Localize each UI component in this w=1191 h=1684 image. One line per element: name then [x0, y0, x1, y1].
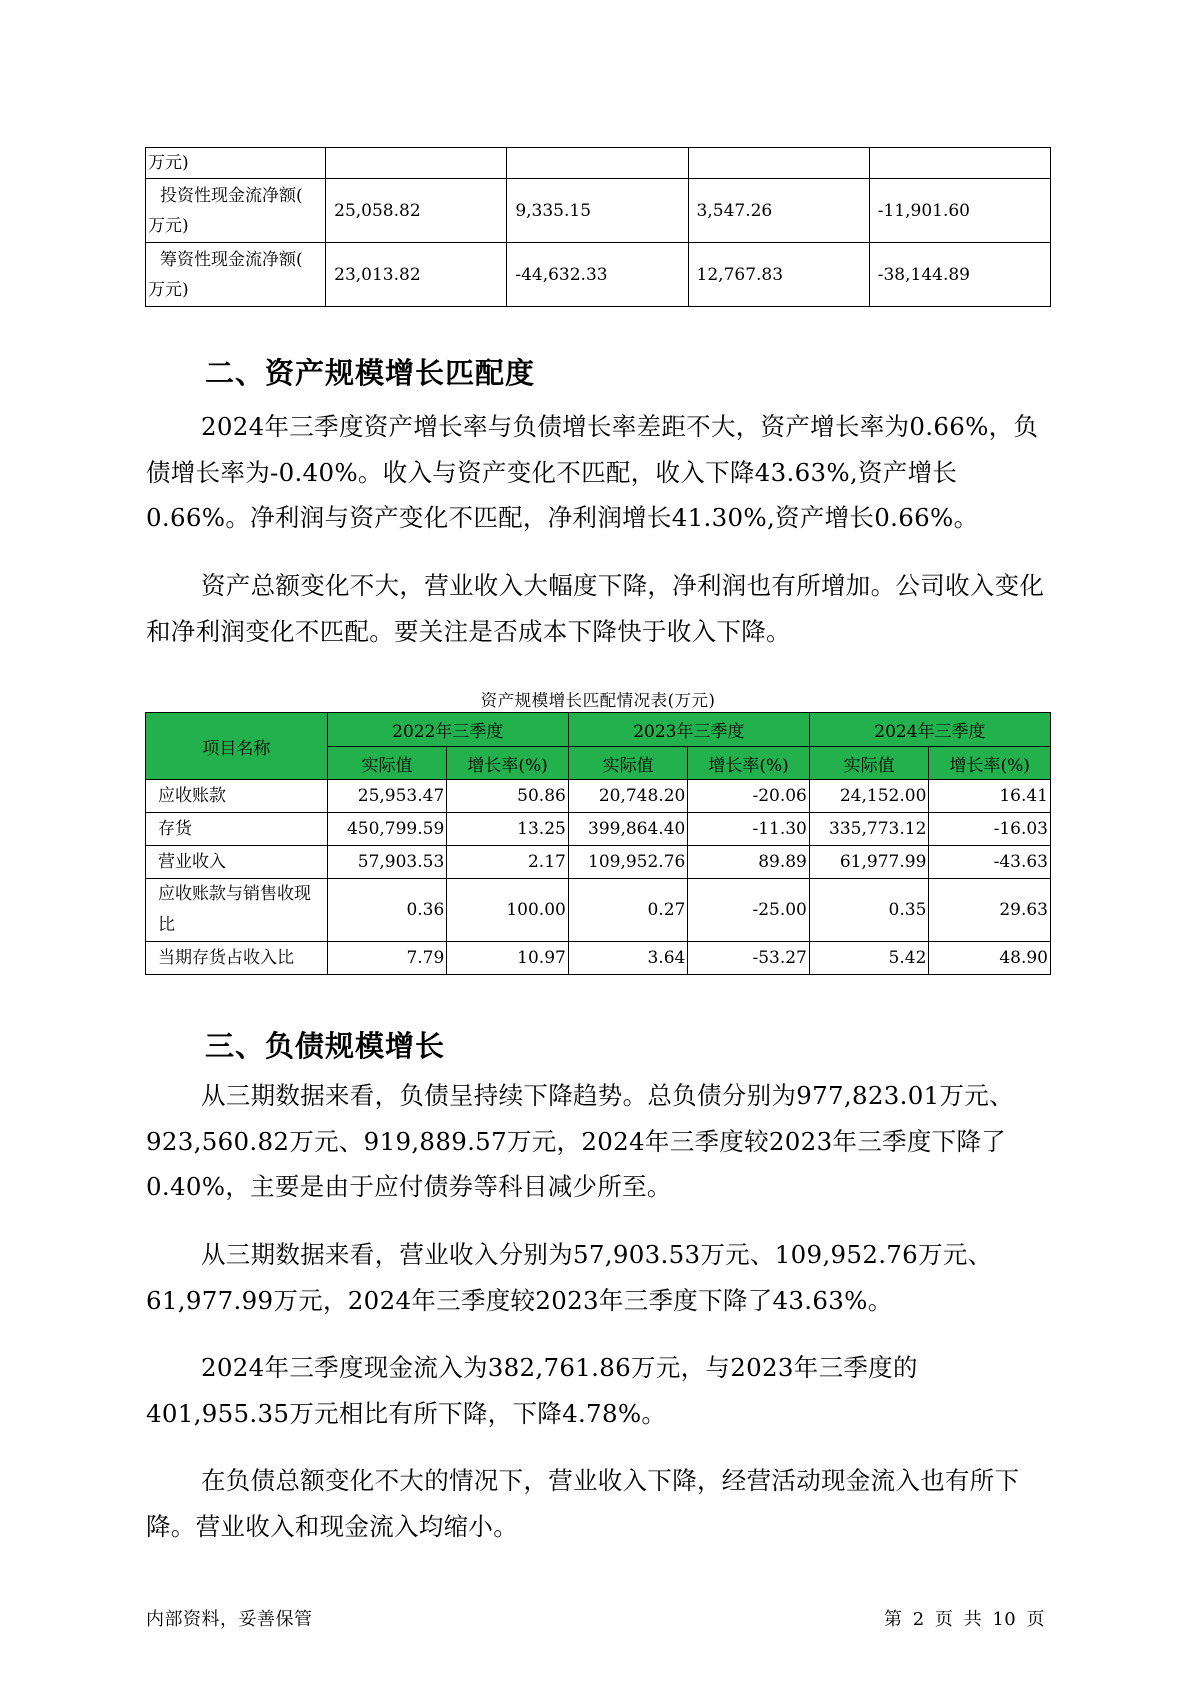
cell: 25,058.82	[326, 179, 507, 243]
cell: -16.03	[929, 813, 1051, 846]
table-row	[146, 179, 1051, 243]
paragraph: 从三期数据来看，负债呈持续下降趋势。总负债分别为977,823.01万元、923,560.82万元、919,889.57万元，2024年三季度较2023年三季度下降了0.40%，主要是由于应付债券等科目减少所至。	[146, 1081, 1014, 1201]
cell: -11.30	[688, 813, 810, 846]
row-label: 万元)	[146, 148, 326, 179]
section-heading: 二、资产规模增长匹配度	[205, 356, 536, 390]
header-actual: 实际值	[568, 747, 688, 780]
cell: 335,773.12	[809, 813, 929, 846]
row-name: 当期存货占收入比	[146, 942, 328, 975]
cell: 0.35	[809, 879, 929, 942]
cell: 0.27	[568, 879, 688, 942]
asset-growth-table	[145, 712, 1051, 975]
cell: -44,632.33	[507, 243, 688, 307]
footer-page-number: 第 2 页 共 10 页	[884, 1609, 1045, 1630]
cell: 16.41	[929, 780, 1051, 813]
cell	[688, 148, 869, 179]
row-name: 存货	[146, 813, 328, 846]
row-label: 投资性现金流净额( 万元)	[146, 179, 326, 243]
row-name: 营业收入	[146, 846, 328, 879]
cell: -20.06	[688, 780, 810, 813]
header-period: 2023年三季度	[568, 713, 809, 747]
cell: 29.63	[929, 879, 1051, 942]
header-growth: 增长率(%)	[447, 747, 569, 780]
cell: 20,748.20	[568, 780, 688, 813]
section-heading: 三、负债规模增长	[205, 1029, 446, 1063]
cell: -53.27	[688, 942, 810, 975]
cell: 2.17	[447, 846, 569, 879]
cell: 50.86	[447, 780, 569, 813]
table-row	[146, 879, 1051, 942]
cell: 3,547.26	[688, 179, 869, 243]
row-label: 筹资性现金流净额( 万元)	[146, 243, 326, 307]
cell: 57,903.53	[327, 846, 447, 879]
cell: -11,901.60	[869, 179, 1050, 243]
cell: 12,767.83	[688, 243, 869, 307]
header-period: 2022年三季度	[327, 713, 568, 747]
header-period: 2024年三季度	[809, 713, 1050, 747]
cell: 109,952.76	[568, 846, 688, 879]
header-actual: 实际值	[809, 747, 929, 780]
cell: 61,977.99	[809, 846, 929, 879]
cell: 5.42	[809, 942, 929, 975]
paragraph: 2024年三季度现金流入为382,761.86万元，与2023年三季度的401,955.35万元相比有所下降，下降4.78%。	[146, 1353, 918, 1428]
paragraph: 资产总额变化不大，营业收入大幅度下降，净利润也有所增加。公司收入变化和净利润变化不匹配。要关注是否成本下降快于收入下降。	[146, 571, 1045, 646]
table-row	[146, 780, 1051, 813]
header-growth: 增长率(%)	[929, 747, 1051, 780]
cell: 450,799.59	[327, 813, 447, 846]
cell: 23,013.82	[326, 243, 507, 307]
paragraph: 在负债总额变化不大的情况下，营业收入下降，经营活动现金流入也有所下降。营业收入和现金流入均缩小。	[146, 1466, 1020, 1541]
cell: 25,953.47	[327, 780, 447, 813]
table-row	[146, 846, 1051, 879]
table-row	[146, 148, 1051, 179]
cell: 7.79	[327, 942, 447, 975]
cell	[869, 148, 1050, 179]
header-growth: 增长率(%)	[688, 747, 810, 780]
cell: 0.36	[327, 879, 447, 942]
table-row	[146, 243, 1051, 307]
table-row	[146, 813, 1051, 846]
paragraph: 2024年三季度资产增长率与负债增长率差距不大，资产增长率为0.66%，负债增长率为-0.40%。收入与资产变化不匹配，收入下降43.63%,资产增长0.66%。净利润与资产变化不匹配，净利润增长41.30%,资产增长0.66%。	[146, 412, 1039, 532]
cell: 13.25	[447, 813, 569, 846]
cell	[326, 148, 507, 179]
table-caption: 资产规模增长匹配情况表(万元)	[480, 691, 716, 710]
header-item-name: 项目名称	[146, 713, 328, 780]
cell: 10.97	[447, 942, 569, 975]
cell: -43.63	[929, 846, 1051, 879]
cell: 9,335.15	[507, 179, 688, 243]
cell: 100.00	[447, 879, 569, 942]
cell: -25.00	[688, 879, 810, 942]
row-name: 应收账款	[146, 780, 328, 813]
footer-confidential-note: 内部资料，妥善保管	[146, 1609, 313, 1630]
cell: 3.64	[568, 942, 688, 975]
cell: 399,864.40	[568, 813, 688, 846]
cell: -38,144.89	[869, 243, 1050, 307]
table-row	[146, 942, 1051, 975]
cell: 89.89	[688, 846, 810, 879]
row-name: 应收账款与销售收现比	[146, 879, 328, 942]
cell: 48.90	[929, 942, 1051, 975]
cell	[507, 148, 688, 179]
cell: 24,152.00	[809, 780, 929, 813]
header-actual: 实际值	[327, 747, 447, 780]
paragraph: 从三期数据来看，营业收入分别为57,903.53万元、109,952.76万元、61,977.99万元，2024年三季度较2023年三季度下降了43.63%。	[146, 1240, 993, 1315]
cash-flow-table-continued	[145, 147, 1051, 307]
